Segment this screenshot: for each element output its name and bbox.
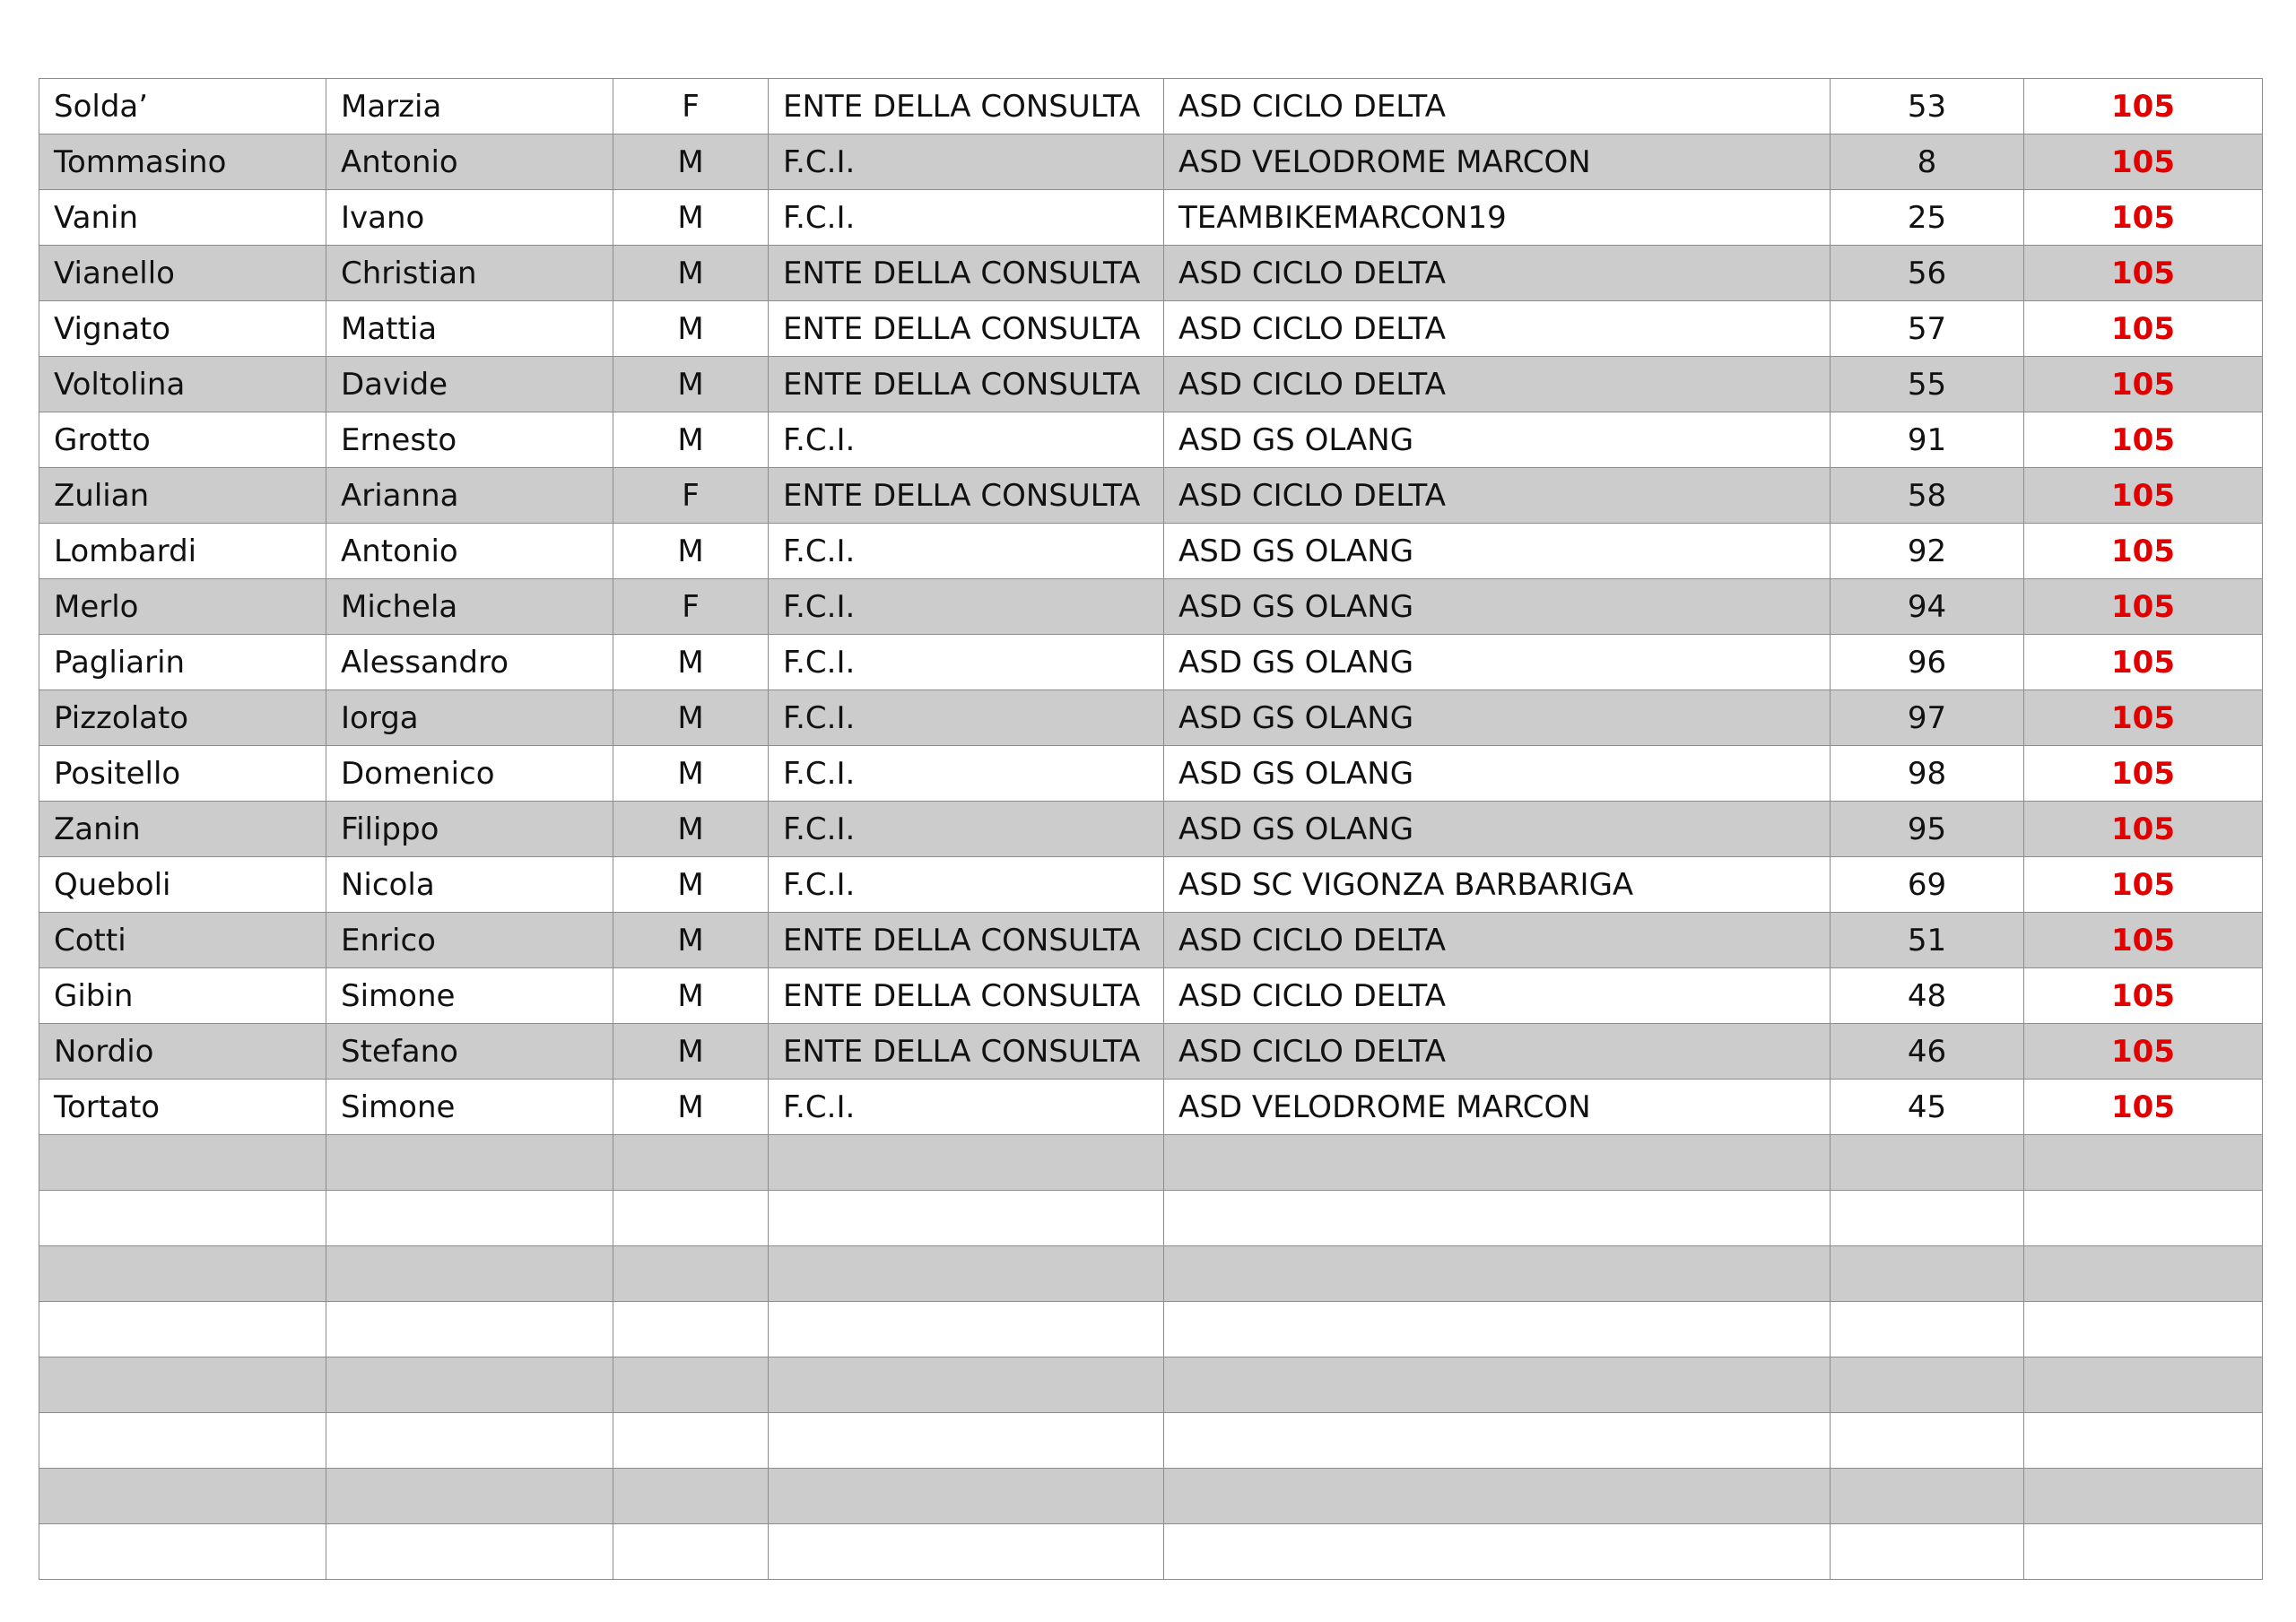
team-cell: ASD CICLO DELTA <box>1164 357 1831 412</box>
team-cell: ASD CICLO DELTA <box>1164 968 1831 1024</box>
team-cell: ASD GS OLANG <box>1164 412 1831 468</box>
table-row <box>39 1135 2263 1191</box>
bib-number-cell <box>1831 1357 2024 1413</box>
bib-number-cell: 57 <box>1831 301 2024 357</box>
team-cell: ASD GS OLANG <box>1164 690 1831 746</box>
surname-cell <box>39 1191 326 1246</box>
table-row <box>39 1302 2263 1357</box>
sex-cell: M <box>613 968 769 1024</box>
first-name-cell <box>326 1357 613 1413</box>
score-cell: 105 <box>2024 913 2263 968</box>
score-cell: 105 <box>2024 968 2263 1024</box>
score-cell: 105 <box>2024 524 2263 579</box>
first-name-cell: Stefano <box>326 1024 613 1080</box>
bib-number-cell: 91 <box>1831 412 2024 468</box>
federation-cell: ENTE DELLA CONSULTA <box>769 79 1164 134</box>
score-cell: 105 <box>2024 79 2263 134</box>
federation-cell <box>769 1246 1164 1302</box>
participants-table <box>39 78 2263 1580</box>
federation-cell: F.C.I. <box>769 746 1164 802</box>
table-row <box>39 190 2263 246</box>
score-cell <box>2024 1135 2263 1191</box>
sex-cell <box>613 1135 769 1191</box>
surname-cell: Positello <box>39 746 326 802</box>
team-cell: ASD GS OLANG <box>1164 579 1831 635</box>
team-cell: ASD CICLO DELTA <box>1164 301 1831 357</box>
score-cell <box>2024 1357 2263 1413</box>
table-row <box>39 968 2263 1024</box>
federation-cell: F.C.I. <box>769 134 1164 190</box>
federation-cell: F.C.I. <box>769 524 1164 579</box>
score-cell: 105 <box>2024 690 2263 746</box>
bib-number-cell <box>1831 1135 2024 1191</box>
surname-cell: Cotti <box>39 913 326 968</box>
table-row <box>39 1413 2263 1469</box>
table-row <box>39 246 2263 301</box>
surname-cell: Gibin <box>39 968 326 1024</box>
team-cell: ASD VELODROME MARCON <box>1164 134 1831 190</box>
sex-cell <box>613 1524 769 1580</box>
surname-cell <box>39 1246 326 1302</box>
first-name-cell: Ernesto <box>326 412 613 468</box>
surname-cell <box>39 1469 326 1524</box>
bib-number-cell: 25 <box>1831 190 2024 246</box>
table-row <box>39 1246 2263 1302</box>
team-cell <box>1164 1191 1831 1246</box>
participants-table-body <box>39 79 2263 1580</box>
score-cell: 105 <box>2024 579 2263 635</box>
surname-cell: Grotto <box>39 412 326 468</box>
sex-cell: M <box>613 134 769 190</box>
bib-number-cell: 55 <box>1831 357 2024 412</box>
federation-cell <box>769 1357 1164 1413</box>
bib-number-cell: 95 <box>1831 802 2024 857</box>
table-row <box>39 1080 2263 1135</box>
table-row <box>39 468 2263 524</box>
score-cell <box>2024 1191 2263 1246</box>
sex-cell: M <box>613 690 769 746</box>
table-row <box>39 857 2263 913</box>
table-row <box>39 690 2263 746</box>
federation-cell: ENTE DELLA CONSULTA <box>769 913 1164 968</box>
bib-number-cell: 46 <box>1831 1024 2024 1080</box>
table-row <box>39 412 2263 468</box>
team-cell: ASD CICLO DELTA <box>1164 79 1831 134</box>
score-cell: 105 <box>2024 357 2263 412</box>
surname-cell: Pizzolato <box>39 690 326 746</box>
sex-cell: M <box>613 913 769 968</box>
surname-cell <box>39 1524 326 1580</box>
team-cell: ASD GS OLANG <box>1164 635 1831 690</box>
first-name-cell <box>326 1524 613 1580</box>
team-cell: ASD GS OLANG <box>1164 524 1831 579</box>
federation-cell: F.C.I. <box>769 190 1164 246</box>
federation-cell: ENTE DELLA CONSULTA <box>769 246 1164 301</box>
first-name-cell: Enrico <box>326 913 613 968</box>
bib-number-cell <box>1831 1524 2024 1580</box>
score-cell: 105 <box>2024 635 2263 690</box>
bib-number-cell: 98 <box>1831 746 2024 802</box>
sex-cell: M <box>613 1080 769 1135</box>
first-name-cell: Antonio <box>326 134 613 190</box>
table-row <box>39 1357 2263 1413</box>
first-name-cell: Davide <box>326 357 613 412</box>
sex-cell: F <box>613 79 769 134</box>
surname-cell: Voltolina <box>39 357 326 412</box>
sex-cell: F <box>613 468 769 524</box>
surname-cell: Vanin <box>39 190 326 246</box>
bib-number-cell: 96 <box>1831 635 2024 690</box>
bib-number-cell: 8 <box>1831 134 2024 190</box>
federation-cell: ENTE DELLA CONSULTA <box>769 968 1164 1024</box>
bib-number-cell: 97 <box>1831 690 2024 746</box>
team-cell: ASD GS OLANG <box>1164 802 1831 857</box>
federation-cell <box>769 1135 1164 1191</box>
bib-number-cell: 69 <box>1831 857 2024 913</box>
score-cell: 105 <box>2024 1024 2263 1080</box>
surname-cell: Vignato <box>39 301 326 357</box>
federation-cell: ENTE DELLA CONSULTA <box>769 1024 1164 1080</box>
bib-number-cell: 45 <box>1831 1080 2024 1135</box>
score-cell: 105 <box>2024 134 2263 190</box>
score-cell: 105 <box>2024 301 2263 357</box>
first-name-cell: Domenico <box>326 746 613 802</box>
first-name-cell <box>326 1191 613 1246</box>
surname-cell: Tommasino <box>39 134 326 190</box>
table-row <box>39 357 2263 412</box>
score-cell: 105 <box>2024 857 2263 913</box>
sex-cell <box>613 1302 769 1357</box>
table-row <box>39 134 2263 190</box>
surname-cell <box>39 1413 326 1469</box>
team-cell <box>1164 1469 1831 1524</box>
sex-cell: M <box>613 301 769 357</box>
score-cell: 105 <box>2024 190 2263 246</box>
federation-cell <box>769 1413 1164 1469</box>
team-cell: ASD CICLO DELTA <box>1164 246 1831 301</box>
score-cell <box>2024 1469 2263 1524</box>
bib-number-cell: 92 <box>1831 524 2024 579</box>
sex-cell <box>613 1357 769 1413</box>
federation-cell: ENTE DELLA CONSULTA <box>769 468 1164 524</box>
surname-cell: Queboli <box>39 857 326 913</box>
surname-cell: Zanin <box>39 802 326 857</box>
federation-cell <box>769 1191 1164 1246</box>
sex-cell: M <box>613 412 769 468</box>
table-row <box>39 524 2263 579</box>
first-name-cell: Christian <box>326 246 613 301</box>
federation-cell <box>769 1524 1164 1580</box>
federation-cell: F.C.I. <box>769 1080 1164 1135</box>
first-name-cell: Michela <box>326 579 613 635</box>
federation-cell: ENTE DELLA CONSULTA <box>769 357 1164 412</box>
first-name-cell <box>326 1302 613 1357</box>
score-cell: 105 <box>2024 468 2263 524</box>
federation-cell: F.C.I. <box>769 412 1164 468</box>
first-name-cell: Nicola <box>326 857 613 913</box>
bib-number-cell <box>1831 1469 2024 1524</box>
first-name-cell: Simone <box>326 1080 613 1135</box>
team-cell <box>1164 1302 1831 1357</box>
sex-cell <box>613 1246 769 1302</box>
table-row <box>39 579 2263 635</box>
table-row <box>39 1024 2263 1080</box>
sex-cell <box>613 1469 769 1524</box>
table-row <box>39 746 2263 802</box>
score-cell: 105 <box>2024 246 2263 301</box>
first-name-cell <box>326 1469 613 1524</box>
table-row <box>39 301 2263 357</box>
team-cell: ASD VELODROME MARCON <box>1164 1080 1831 1135</box>
sex-cell: M <box>613 635 769 690</box>
federation-cell: F.C.I. <box>769 579 1164 635</box>
table-row <box>39 79 2263 134</box>
bib-number-cell: 51 <box>1831 913 2024 968</box>
first-name-cell: Ivano <box>326 190 613 246</box>
table-row <box>39 802 2263 857</box>
bib-number-cell <box>1831 1191 2024 1246</box>
team-cell <box>1164 1357 1831 1413</box>
sex-cell <box>613 1191 769 1246</box>
surname-cell: Zulian <box>39 468 326 524</box>
sex-cell: M <box>613 246 769 301</box>
sex-cell: M <box>613 524 769 579</box>
team-cell <box>1164 1413 1831 1469</box>
team-cell <box>1164 1246 1831 1302</box>
table-row <box>39 913 2263 968</box>
team-cell: ASD SC VIGONZA BARBARIGA <box>1164 857 1831 913</box>
first-name-cell <box>326 1246 613 1302</box>
federation-cell: ENTE DELLA CONSULTA <box>769 301 1164 357</box>
first-name-cell: Simone <box>326 968 613 1024</box>
score-cell: 105 <box>2024 412 2263 468</box>
first-name-cell: Marzia <box>326 79 613 134</box>
federation-cell: F.C.I. <box>769 857 1164 913</box>
federation-cell: F.C.I. <box>769 802 1164 857</box>
federation-cell <box>769 1302 1164 1357</box>
score-cell: 105 <box>2024 802 2263 857</box>
surname-cell: Pagliarin <box>39 635 326 690</box>
team-cell <box>1164 1135 1831 1191</box>
sex-cell: M <box>613 357 769 412</box>
team-cell: ASD CICLO DELTA <box>1164 1024 1831 1080</box>
table-row <box>39 1524 2263 1580</box>
first-name-cell <box>326 1413 613 1469</box>
bib-number-cell <box>1831 1302 2024 1357</box>
bib-number-cell: 48 <box>1831 968 2024 1024</box>
score-cell: 105 <box>2024 1080 2263 1135</box>
score-cell: 105 <box>2024 746 2263 802</box>
surname-cell <box>39 1135 326 1191</box>
score-cell <box>2024 1302 2263 1357</box>
bib-number-cell: 56 <box>1831 246 2024 301</box>
score-cell <box>2024 1524 2263 1580</box>
team-cell: ASD CICLO DELTA <box>1164 468 1831 524</box>
surname-cell <box>39 1357 326 1413</box>
surname-cell: Merlo <box>39 579 326 635</box>
first-name-cell: Mattia <box>326 301 613 357</box>
surname-cell: Nordio <box>39 1024 326 1080</box>
table-row <box>39 635 2263 690</box>
sex-cell: M <box>613 746 769 802</box>
surname-cell: Vianello <box>39 246 326 301</box>
sex-cell: F <box>613 579 769 635</box>
bib-number-cell: 53 <box>1831 79 2024 134</box>
score-cell <box>2024 1413 2263 1469</box>
bib-number-cell <box>1831 1246 2024 1302</box>
federation-cell <box>769 1469 1164 1524</box>
first-name-cell: Alessandro <box>326 635 613 690</box>
team-cell: ASD GS OLANG <box>1164 746 1831 802</box>
sex-cell <box>613 1413 769 1469</box>
federation-cell: F.C.I. <box>769 690 1164 746</box>
sex-cell: M <box>613 802 769 857</box>
surname-cell: Tortato <box>39 1080 326 1135</box>
surname-cell: Lombardi <box>39 524 326 579</box>
bib-number-cell <box>1831 1413 2024 1469</box>
first-name-cell: Iorga <box>326 690 613 746</box>
team-cell: TEAMBIKEMARCON19 <box>1164 190 1831 246</box>
score-cell <box>2024 1246 2263 1302</box>
bib-number-cell: 94 <box>1831 579 2024 635</box>
first-name-cell: Antonio <box>326 524 613 579</box>
surname-cell: Solda’ <box>39 79 326 134</box>
first-name-cell <box>326 1135 613 1191</box>
surname-cell <box>39 1302 326 1357</box>
first-name-cell: Arianna <box>326 468 613 524</box>
first-name-cell: Filippo <box>326 802 613 857</box>
table-row <box>39 1191 2263 1246</box>
sex-cell: M <box>613 1024 769 1080</box>
team-cell: ASD CICLO DELTA <box>1164 913 1831 968</box>
team-cell <box>1164 1524 1831 1580</box>
bib-number-cell: 58 <box>1831 468 2024 524</box>
table-row <box>39 1469 2263 1524</box>
sex-cell: M <box>613 857 769 913</box>
federation-cell: F.C.I. <box>769 635 1164 690</box>
sex-cell: M <box>613 190 769 246</box>
